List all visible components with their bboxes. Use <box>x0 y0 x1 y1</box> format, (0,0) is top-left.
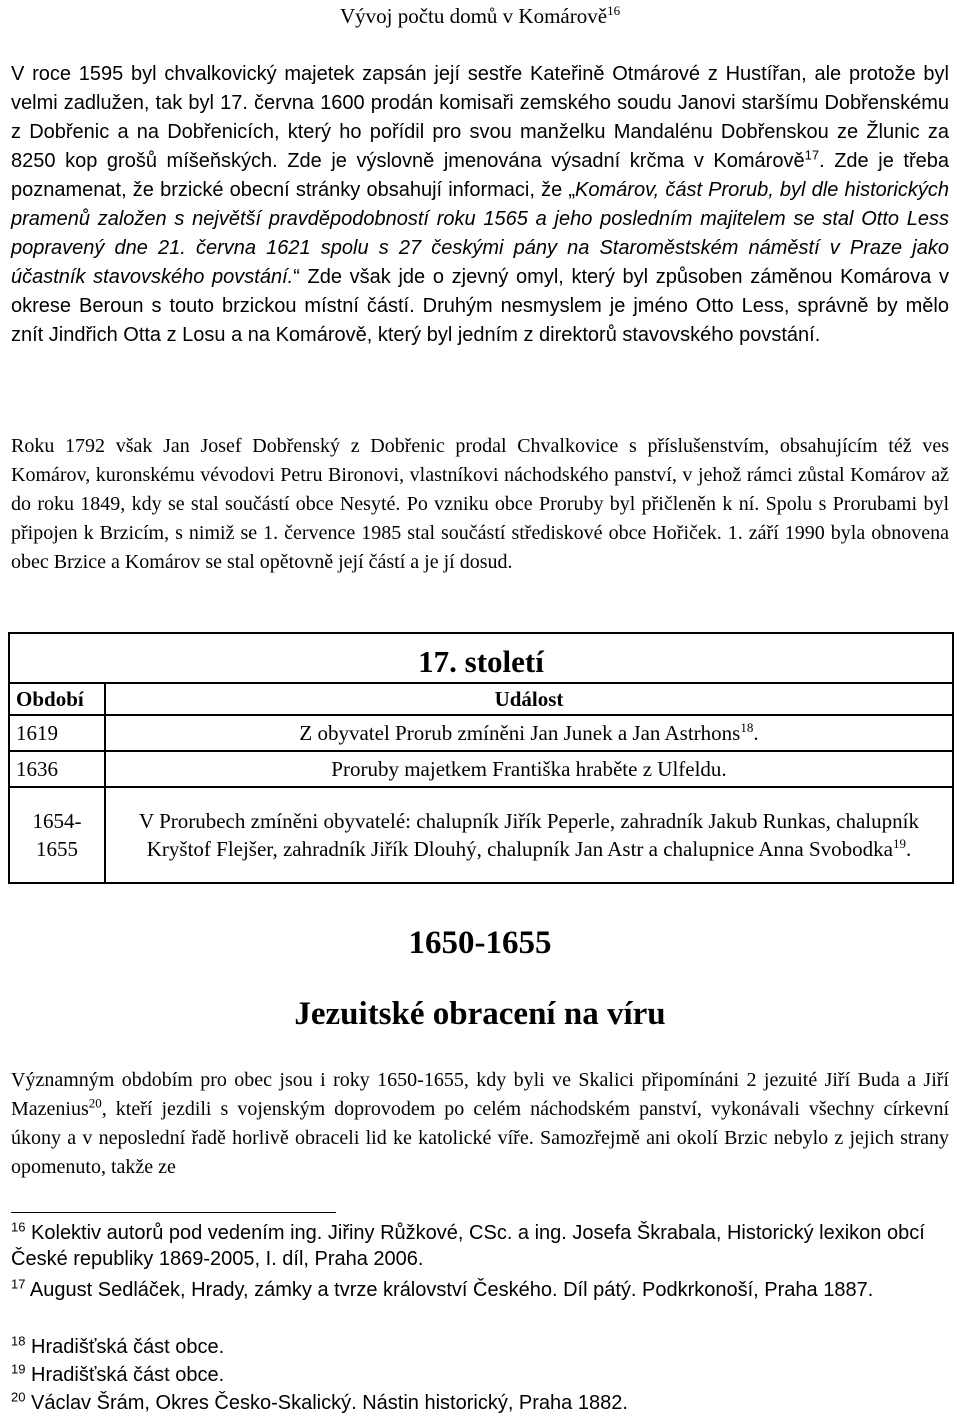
footnote-number: 16 <box>11 1219 26 1235</box>
footnote-ref-17[interactable]: 17 <box>804 147 820 163</box>
event-cell: Proruby majetkem Františka hraběte z Ulfeldu. <box>105 751 953 787</box>
paragraph-text: “ Zde však jde o zjevný omyl, který byl způsoben záměnou Komárova v okrese Beroun s touto brzickou místní částí. Druhým nesmyslem je jméno Otto Less, správně by mělo znít Jindřich Otta z Losu a na Komárově, který byl jedním z direktorů stavovského povstání. <box>11 266 949 346</box>
footnote-ref-18[interactable]: 18 <box>740 719 754 735</box>
footnote-separator <box>11 1212 336 1213</box>
section-title-heading: Jezuitské obracení na víru <box>294 996 666 1032</box>
footnote-ref-16[interactable]: 16 <box>607 3 621 18</box>
footnote-17 <box>11 1277 949 1303</box>
event-text-tail: . <box>906 837 912 861</box>
table-row <box>9 787 953 883</box>
footnote-text: Hradišťská část obce. <box>31 1364 225 1386</box>
paragraph-history-1595 <box>11 60 949 350</box>
footnote-ref-19[interactable]: 19 <box>893 836 906 851</box>
paragraph-text: . Zde je třeba poznamenat, že brzické obecní stránky obsahují informaci, že „ <box>11 150 949 201</box>
footnote-20 <box>11 1390 949 1416</box>
footnote-text: Václav Šrám, Okres Česko-Skalický. Nástin historický, Praha 1882. <box>31 1392 628 1414</box>
event-text: Z obyvatel Prorub zmíněni Jan Junek a Jan Astrhons <box>299 720 741 745</box>
footnote-number: 19 <box>11 1361 26 1377</box>
footnote-number: 20 <box>11 1389 26 1405</box>
period-cell: 1636 <box>9 751 105 787</box>
table-row <box>9 751 953 787</box>
table-row <box>9 715 953 751</box>
footnote-18 <box>11 1334 949 1360</box>
paragraph-text: Významným obdobím pro obec jsou i roky 1650-1655, kdy byli ve Skalici připomínáni 2 jezuité Jiří Buda a Jiří Mazenius <box>11 1069 949 1120</box>
event-text: V Prorubech zmíněni obyvatelé: chalupník Jiřík Peperle, zahradník Jakub Runkas, chalupník Kryštof Flejšer, zahradník Jiřík Dlouhý, chalupník Jan Astr a chalupnice Anna Svobodka <box>139 809 919 861</box>
footnote-ref-20[interactable]: 20 <box>88 1095 102 1111</box>
footnote-text: Hradišťská část obce. <box>31 1336 225 1358</box>
column-header-period: Období <box>9 683 105 715</box>
footnote-text: August Sedláček, Hrady, zámky a tvrze království Českého. Díl pátý. Podkrkonoší, Praha 1887. <box>29 1279 874 1301</box>
footnote-number: 18 <box>11 1333 26 1349</box>
period-cell: 1619 <box>9 715 105 751</box>
event-cell <box>105 715 953 751</box>
paragraph-history-1792: Roku 1792 však Jan Josef Dobřenský z Dobřenic prodal Chvalkovice s příslušenstvím, obsahujícím též ves Komárov, kuronskému vévodovi Petru Bironovi, vlastníkovi náchodského panství, v jehož rámci zůstal Komárov až do roku 1849, kdy se stal součástí obce Nesyté. Po vzniku obce Proruby byl přičleněn k ní. Spolu s Prorubami byl připojen k Brzicím, s nimiž se 1. července 1985 stal součástí střediskové obce Hořiček. 1. září 1990 byla obnovena obec Brzice a Komárov se stal opětovně její částí a je jí dosud. <box>11 435 949 573</box>
footnote-16 <box>11 1220 949 1272</box>
page-title <box>0 4 960 29</box>
section-years-heading: 1650-1655 <box>408 925 552 961</box>
paragraph-jesuits <box>11 1066 949 1182</box>
table-header-row <box>9 683 953 715</box>
century-events-table <box>8 632 954 884</box>
quoted-text: Komárov, část Prorub, byl dle historických pramenů založen s největší pravděpodobností roku 1565 a jeho posledním majitelem se stal Otto Less popravený dne 21. června 1621 spolu s 27 českými pány na Staroměstském náměstí v Praze jako účastník stavovského povstání. <box>11 179 949 288</box>
event-cell <box>105 787 953 883</box>
footnote-number: 17 <box>11 1276 26 1292</box>
page-title-text: Vývoj počtu domů v Komárově <box>339 4 608 28</box>
paragraph-text: V roce 1595 byl chvalkovický majetek zapsán její sestře Kateřině Otmárové z Hustířan, ale protože byl velmi zadlužen, tak byl 17. června 1600 prodán komisaři zemského soudu Janovi staršímu Dobřenskému z Dobřenic a na Dobřenicích, který ho pořídil pro svou manželku Mandalénu Dobřenskou ze Žlunic za 8250 kop grošů míšeňských. Zde je výslovně jmenována výsadní krčma v Komárově <box>11 63 949 172</box>
column-header-event: Událost <box>105 683 953 715</box>
footnote-text: Kolektiv autorů pod vedením ing. Jiřiny Růžkové, CSc. a ing. Josefa Škrabala, Historický lexikon obcí České republiky 1869-2005, I. díl, Praha 2006. <box>11 1222 925 1270</box>
period-cell: 1654-1655 <box>9 787 105 883</box>
footnote-19 <box>11 1362 949 1388</box>
table-caption: 17. století <box>9 633 953 683</box>
paragraph-text: , kteří jezdili s vojenským doprovodem po celém náchodském panství, vykonávali všechny církevní úkony a v neposlední řadě horlivě obraceli lid ke katolické víře. Samozřejmě ani okolí Brzic nebylo z jejich strany opomenuto, takže ze <box>11 1098 949 1178</box>
event-text-tail: . <box>753 720 759 745</box>
